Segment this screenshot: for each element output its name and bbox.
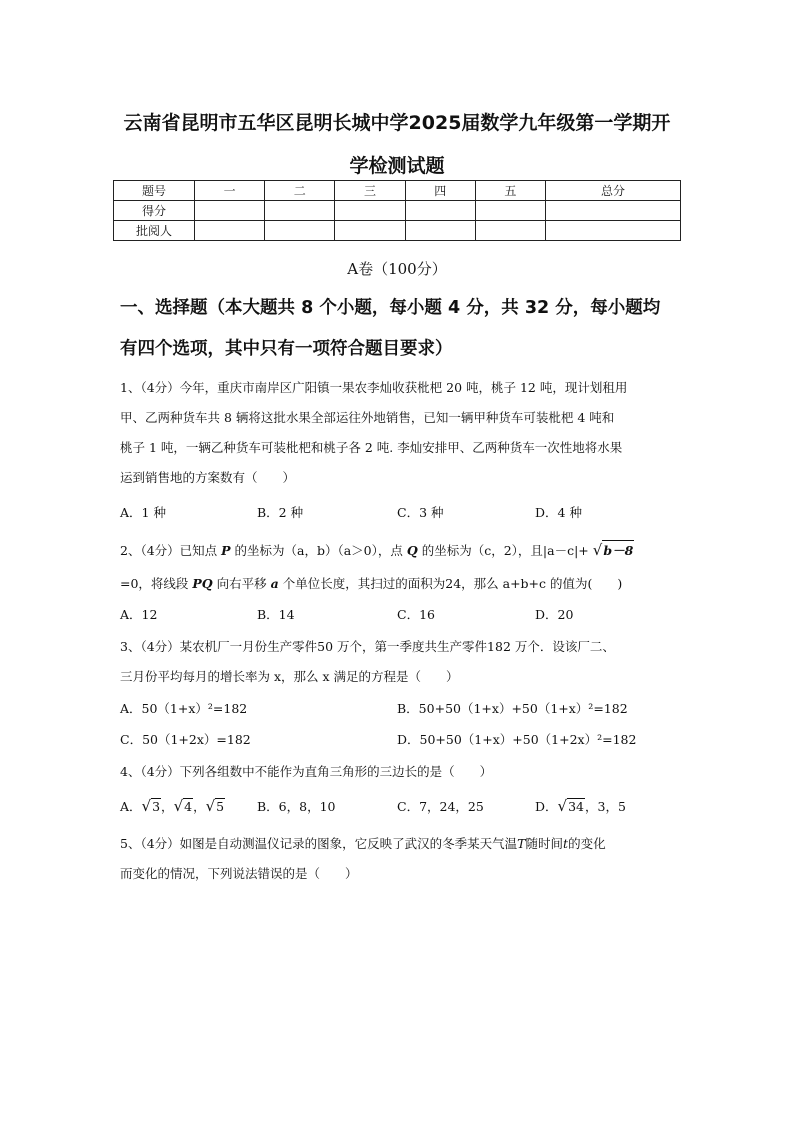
sqrt-number: 3: [152, 799, 161, 814]
q1-option-c[interactable]: C．3 种: [397, 505, 444, 520]
score-row: [114, 201, 681, 221]
score-cell[interactable]: [265, 201, 335, 221]
q4-option-d[interactable]: [535, 797, 626, 815]
q4-line: 4、（4分）下列各组数中不能作为直角三角形的三边长的是（ ）: [120, 764, 493, 779]
score-header-cell: 四: [405, 181, 475, 201]
q1-option-a[interactable]: A．1 种: [120, 505, 166, 520]
sqrt-number: 4: [184, 799, 193, 814]
q2-option-d[interactable]: D．20: [535, 607, 574, 622]
q4-option-d-tail: ，3，5: [585, 799, 626, 814]
q2-var-a: a: [270, 576, 279, 591]
q4-option-d-label: D．: [535, 799, 558, 814]
q5-text: 的变化: [568, 836, 606, 851]
q4-option-a-label: A．: [120, 799, 142, 814]
q3-option-a[interactable]: A．50（1+x）²=182: [120, 701, 248, 716]
score-header-cell: 题号: [114, 181, 195, 201]
q1-option-b[interactable]: B．2 种: [257, 505, 304, 520]
score-row-label: 得分: [114, 201, 195, 221]
q2-line-2: [120, 574, 622, 592]
q2-text: =0，将线段: [120, 576, 193, 591]
score-cell[interactable]: [475, 201, 545, 221]
separator: ，: [193, 799, 206, 814]
q5-line-1: [120, 834, 606, 852]
score-header-cell: 总分: [546, 181, 681, 201]
q1-line: 甲、乙两种货车共 8 辆将这批水果全部运往外地销售，已知一辆甲种货车可装枇杷 4 吨和: [120, 410, 615, 425]
score-header-cell: 五: [475, 181, 545, 201]
grader-cell[interactable]: [195, 221, 265, 241]
sqrt-symbol: √: [592, 541, 603, 559]
q2-option-b[interactable]: B．14: [257, 607, 295, 622]
q2-text: 的坐标为（c，2），且|a－c|+: [417, 543, 593, 558]
q5-text: 随时间: [525, 836, 564, 851]
q2-var-q: Q: [406, 543, 418, 558]
grader-cell[interactable]: [405, 221, 475, 241]
q5-line-2: 而变化的情况，下列说法错误的是（ ）: [120, 866, 358, 881]
q2-var-p: P: [221, 543, 231, 558]
q2-text: 2、（4分）已知点: [120, 543, 222, 558]
q2-var-pq: PQ: [192, 576, 213, 591]
grader-row: [114, 221, 681, 241]
grader-cell[interactable]: [265, 221, 335, 241]
sqrt-symbol: √: [173, 797, 184, 815]
section-heading-line-2: 有四个选项，其中只有一项符合题目要求）: [120, 339, 453, 359]
score-header-cell: 三: [335, 181, 405, 201]
score-table: [113, 180, 681, 241]
score-table-header-row: [114, 181, 681, 201]
score-header-cell: 一: [195, 181, 265, 201]
sqrt-symbol: √: [557, 797, 568, 815]
q4-option-b[interactable]: B．6，8，10: [257, 799, 336, 814]
score-header-cell: 二: [265, 181, 335, 201]
separator: ，: [161, 799, 174, 814]
section-heading-line-1: 一、选择题（本大题共 8 个小题，每小题 4 分，共 32 分，每小题均: [120, 298, 661, 318]
sqrt-number: 5: [216, 799, 225, 814]
score-cell[interactable]: [405, 201, 475, 221]
q3-line: 3、（4分）某农机厂一月份生产零件50 万个，第一季度共生产零件182 万个．设该厂二、: [120, 639, 615, 654]
q2-option-a[interactable]: A．12: [120, 607, 158, 622]
grader-cell[interactable]: [475, 221, 545, 241]
juan-label: A卷（100分）: [347, 260, 447, 278]
q4-option-a[interactable]: [120, 797, 225, 815]
q1-line: 运到销售地的方案数有（ ）: [120, 470, 296, 485]
exam-title-line-2: 学检测试题: [349, 155, 445, 177]
grader-cell[interactable]: [546, 221, 681, 241]
grader-cell[interactable]: [335, 221, 405, 241]
sqrt-symbol: √: [141, 797, 152, 815]
score-cell[interactable]: [195, 201, 265, 221]
q3-option-d[interactable]: D．50+50（1+x）+50（1+2x）²=182: [397, 732, 637, 747]
sqrt-symbol: √: [205, 797, 216, 815]
q3-option-b[interactable]: B．50+50（1+x）+50（1+x）²=182: [397, 701, 628, 716]
q5-var-t: t: [563, 836, 569, 851]
sqrt-number: 34: [568, 799, 584, 814]
q4-option-c[interactable]: C．7，24，25: [397, 799, 484, 814]
q3-option-c[interactable]: C．50（1+2x）=182: [120, 732, 251, 747]
q2-text: 的坐标为（a，b）（a＞0），点: [230, 543, 407, 558]
score-cell[interactable]: [335, 201, 405, 221]
q5-var-t-upper: T: [517, 836, 526, 851]
grader-row-label: 批阅人: [114, 221, 195, 241]
score-cell[interactable]: [546, 201, 681, 221]
q1-option-d[interactable]: D．4 种: [535, 505, 582, 520]
q2-option-c[interactable]: C．16: [397, 607, 435, 622]
q2-text: 个单位长度，其扫过的面积为24，那么 a+b+c 的值为( ): [278, 576, 623, 591]
q2-text: 向右平移: [212, 576, 271, 591]
q3-line: 三月份平均每月的增长率为 x，那么 x 满足的方程是（ ）: [120, 669, 459, 684]
q1-line: 1、（4分）今年，重庆市南岸区广阳镇一果农李灿收获枇杷 20 吨，桃子 12 吨，现计划租用: [120, 380, 628, 395]
q2-line-1: [120, 540, 634, 559]
sqrt-expression: b－8: [602, 540, 634, 559]
q5-text: 5、（4分）如图是自动测温仪记录的图象，它反映了武汉的冬季某天气温: [120, 836, 518, 851]
exam-title-line-1: 云南省昆明市五华区昆明长城中学2025届数学九年级第一学期开: [123, 112, 671, 134]
q1-line: 桃子 1 吨，一辆乙种货车可装枇杷和桃子各 2 吨. 李灿安排甲、乙两种货车一次性地将水果: [120, 440, 623, 455]
